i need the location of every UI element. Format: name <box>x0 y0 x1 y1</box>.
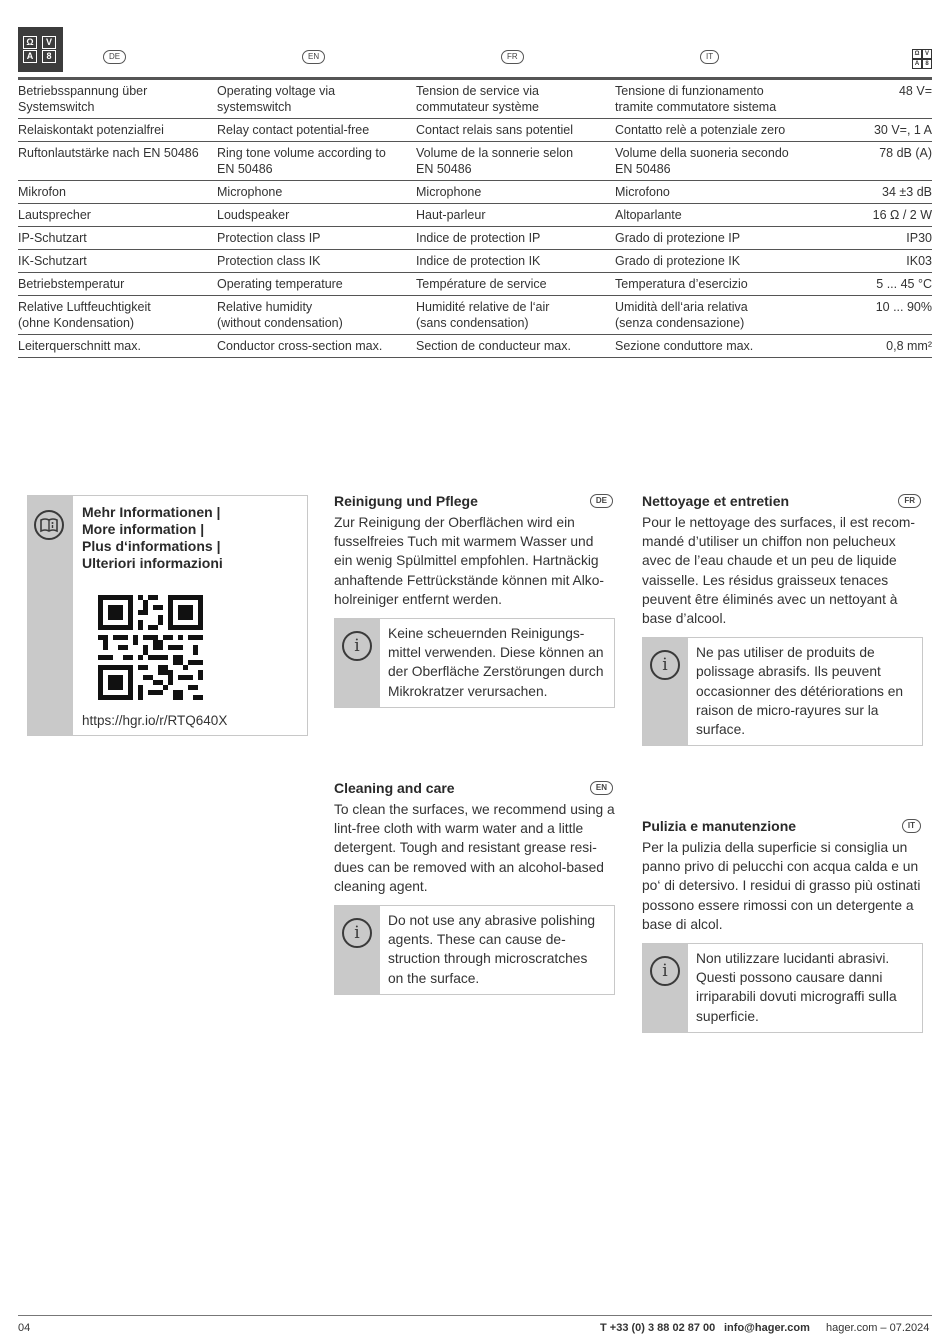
spec-cell-it: Volume della suoneria secondo EN 50486 <box>615 142 845 181</box>
section-it-body: Per la pulizia della superficie si consiglia un panno privo di pelucchi con acqua calda e un po‘ di detersivo. I residui di grasso più ostinati possono essere rimossi con un detergente a base di alcol. <box>642 840 921 932</box>
info-icon: i <box>650 650 680 680</box>
spec-cell-fr: Humidité relative de l‘air (sans condensation) <box>416 296 615 335</box>
note-fr <box>642 637 923 746</box>
logo-symbol-a: A <box>23 50 37 63</box>
note-it-text: Non utilizzare lucidanti abrasivi. Questi possono causare danni irriparabili dovuti micrograffi sulla superficie. <box>696 951 897 1024</box>
note-de-text: Keine scheuernden Reinigungs-mittel verwenden. Diese können an der Oberfläche Zerstörungen durch Mikrokratzer verursachen. <box>388 626 604 699</box>
spec-cell-de: Betriebstemperatur <box>18 273 217 296</box>
spec-cell-en: Operating voltage via systemswitch <box>217 80 416 119</box>
spec-cell-value: 16 Ω / 2 W <box>845 204 932 227</box>
more-info-title-text: Mehr Informationen | More information | Plus d‘informations | Ulteriori informazioni <box>82 504 223 571</box>
spec-cell-en: Relative humidity (without condensation) <box>217 296 416 335</box>
spec-cell-en: Ring tone volume according to EN 50486 <box>217 142 416 181</box>
spec-cell-fr: Température de service <box>416 273 615 296</box>
spec-cell-value: 10 ... 90% <box>845 296 932 335</box>
lang-badge-it-section: IT <box>902 819 921 833</box>
more-info-url[interactable]: https://hgr.io/r/RTQ640X <box>82 713 228 728</box>
note-it-bar <box>643 944 688 1032</box>
spec-row <box>18 273 932 296</box>
spec-row <box>18 119 932 142</box>
lang-badge-it: IT <box>700 50 719 64</box>
lang-badge-de-section: DE <box>590 494 613 508</box>
logo-symbol-v: V <box>42 36 56 49</box>
note-fr-text: Ne pas utiliser de produits de polissage abrasifs. Ils peuvent occasionner des détériorations en raison de micro-rayures sur la surface. <box>696 645 904 738</box>
spec-cell-value: 30 V=, 1 A <box>845 119 932 142</box>
spec-cell-fr: Section de conducteur max. <box>416 335 615 358</box>
spec-cell-de: Leiterquerschnitt max. <box>18 335 217 358</box>
spec-table <box>18 80 932 358</box>
spec-cell-it: Microfono <box>615 181 845 204</box>
spec-row <box>18 80 932 119</box>
info-icon: i <box>342 631 372 661</box>
section-de-title: Reinigung und Pflege <box>334 493 478 509</box>
spec-cell-fr: Tension de service via commutateur système <box>416 80 615 119</box>
section-it-title: Pulizia e manutenzione <box>642 818 797 834</box>
footer-phone: T +33 (0) 3 88 02 87 00 <box>600 1322 716 1334</box>
spec-row <box>18 250 932 273</box>
spec-cell-en: Conductor cross-section max. <box>217 335 416 358</box>
section-en-title: Cleaning and care <box>334 780 455 796</box>
section-de-cleaning <box>334 491 615 708</box>
spec-cell-fr: Microphone <box>416 181 615 204</box>
symbol-logo <box>18 27 63 72</box>
spec-cell-value: 5 ... 45 °C <box>845 273 932 296</box>
spec-cell-it: Sezione conduttore max. <box>615 335 845 358</box>
spec-cell-fr: Haut-parleur <box>416 204 615 227</box>
section-en-cleaning <box>334 778 615 995</box>
spec-cell-fr: Volume de la sonnerie selon EN 50486 <box>416 142 615 181</box>
logo-small-a: A <box>912 59 922 69</box>
spec-cell-de: Relative Luftfeuchtigkeit (ohne Kondensation) <box>18 296 217 335</box>
spec-cell-de: Mikrofon <box>18 181 217 204</box>
spec-cell-en: Microphone <box>217 181 416 204</box>
spec-cell-it: Contatto relè a potenziale zero <box>615 119 845 142</box>
lang-badge-fr: FR <box>501 50 524 64</box>
spec-cell-it: Tensione di funzionamento tramite commutatore sistema <box>615 80 845 119</box>
section-fr-body: Pour le nettoyage des surfaces, il est recom-mandé d’utiliser un chiffon non pelucheux avec de l’eau chaude et un peu de liquide vaisselle. Les résidus graisseux tenaces peuvent être éliminés avec un nettoyant à base d’alcool. <box>642 515 916 627</box>
logo-small-8: 8 <box>922 59 932 69</box>
spec-cell-it: Umidità dell‘aria relativa (senza condensazione) <box>615 296 845 335</box>
more-info-card <box>27 495 308 736</box>
spec-row <box>18 142 932 181</box>
spec-cell-it: Temperatura d’esercizio <box>615 273 845 296</box>
spec-cell-fr: Indice de protection IP <box>416 227 615 250</box>
spec-cell-value: 0,8 mm² <box>845 335 932 358</box>
book-info-icon <box>34 510 64 540</box>
spec-cell-de: Betriebsspannung über Systemswitch <box>18 80 217 119</box>
spec-row <box>18 296 932 335</box>
spec-cell-en: Protection class IK <box>217 250 416 273</box>
spec-row <box>18 204 932 227</box>
spec-cell-de: Ruftonlautstärke nach EN 50486 <box>18 142 217 181</box>
lang-badge-fr-section: FR <box>898 494 921 508</box>
logo-small-omega: Ω <box>912 49 922 59</box>
section-en-body: To clean the surfaces, we recommend using a lint-free cloth with warm water and a little detergent. Tough and resistant grease resi-dues can be removed with an alcohol-based cleaning agent. <box>334 802 615 894</box>
symbol-logo-small <box>912 49 932 69</box>
info-icon: i <box>650 956 680 986</box>
note-it <box>642 943 923 1033</box>
info-card-bar <box>28 496 73 735</box>
spec-cell-de: Relaiskontakt potenzialfrei <box>18 119 217 142</box>
spec-cell-it: Grado di protezione IK <box>615 250 845 273</box>
logo-small-v: V <box>922 49 932 59</box>
note-fr-bar <box>643 638 688 745</box>
spec-row <box>18 227 932 250</box>
note-en-text: Do not use any abrasive polishing agents. These can cause de-struction through microscratches on the surface. <box>388 913 596 986</box>
spec-cell-fr: Indice de protection IK <box>416 250 615 273</box>
spec-cell-value: 34 ±3 dB <box>845 181 932 204</box>
spec-cell-de: IK-Schutzart <box>18 250 217 273</box>
lang-badge-de: DE <box>103 50 126 64</box>
spec-cell-en: Protection class IP <box>217 227 416 250</box>
spec-cell-de: IP-Schutzart <box>18 227 217 250</box>
section-fr-title: Nettoyage et entretien <box>642 493 790 509</box>
spec-cell-it: Grado di protezione IP <box>615 227 845 250</box>
page-number: 04 <box>18 1322 31 1334</box>
spec-row <box>18 335 932 358</box>
spec-row <box>18 181 932 204</box>
spec-cell-it: Altoparlante <box>615 204 845 227</box>
spec-cell-de: Lautsprecher <box>18 204 217 227</box>
spec-cell-en: Loudspeaker <box>217 204 416 227</box>
logo-symbol-omega: Ω <box>23 36 37 49</box>
logo-symbol-8: 8 <box>42 50 56 63</box>
section-fr-cleaning <box>642 491 923 746</box>
section-fr-heading <box>642 491 923 511</box>
spec-cell-fr: Contact relais sans potentiel <box>416 119 615 142</box>
section-de-heading <box>334 491 615 511</box>
lang-badge-en-section: EN <box>590 781 613 795</box>
spec-cell-en: Relay contact potential-free <box>217 119 416 142</box>
note-en <box>334 905 615 995</box>
footer-site-date: hager.com – 07.2024 <box>826 1322 930 1334</box>
section-en-heading <box>334 778 615 798</box>
note-de-bar <box>335 619 380 707</box>
section-it-cleaning <box>642 816 923 1033</box>
note-de <box>334 618 615 708</box>
spec-cell-value: 48 V= <box>845 80 932 119</box>
qr-code[interactable] <box>98 595 203 700</box>
footer-rule <box>18 1315 932 1316</box>
note-en-bar <box>335 906 380 994</box>
spec-cell-value: IK03 <box>845 250 932 273</box>
section-it-heading <box>642 816 923 836</box>
spec-cell-value: IP30 <box>845 227 932 250</box>
lang-badge-en: EN <box>302 50 325 64</box>
spec-cell-value: 78 dB (A) <box>845 142 932 181</box>
section-de-body: Zur Reinigung der Oberflächen wird ein fusselfreies Tuch mit warmem Wasser und ein wenig Spülmittel empfohlen. Hartnäckig anhaftende Fettrückstände können mit Alko-holreiniger entfernt werden. <box>334 515 604 607</box>
info-icon: i <box>342 918 372 948</box>
more-info-title <box>82 504 297 572</box>
footer-email[interactable]: info@hager.com <box>724 1322 810 1334</box>
spec-cell-en: Operating temperature <box>217 273 416 296</box>
